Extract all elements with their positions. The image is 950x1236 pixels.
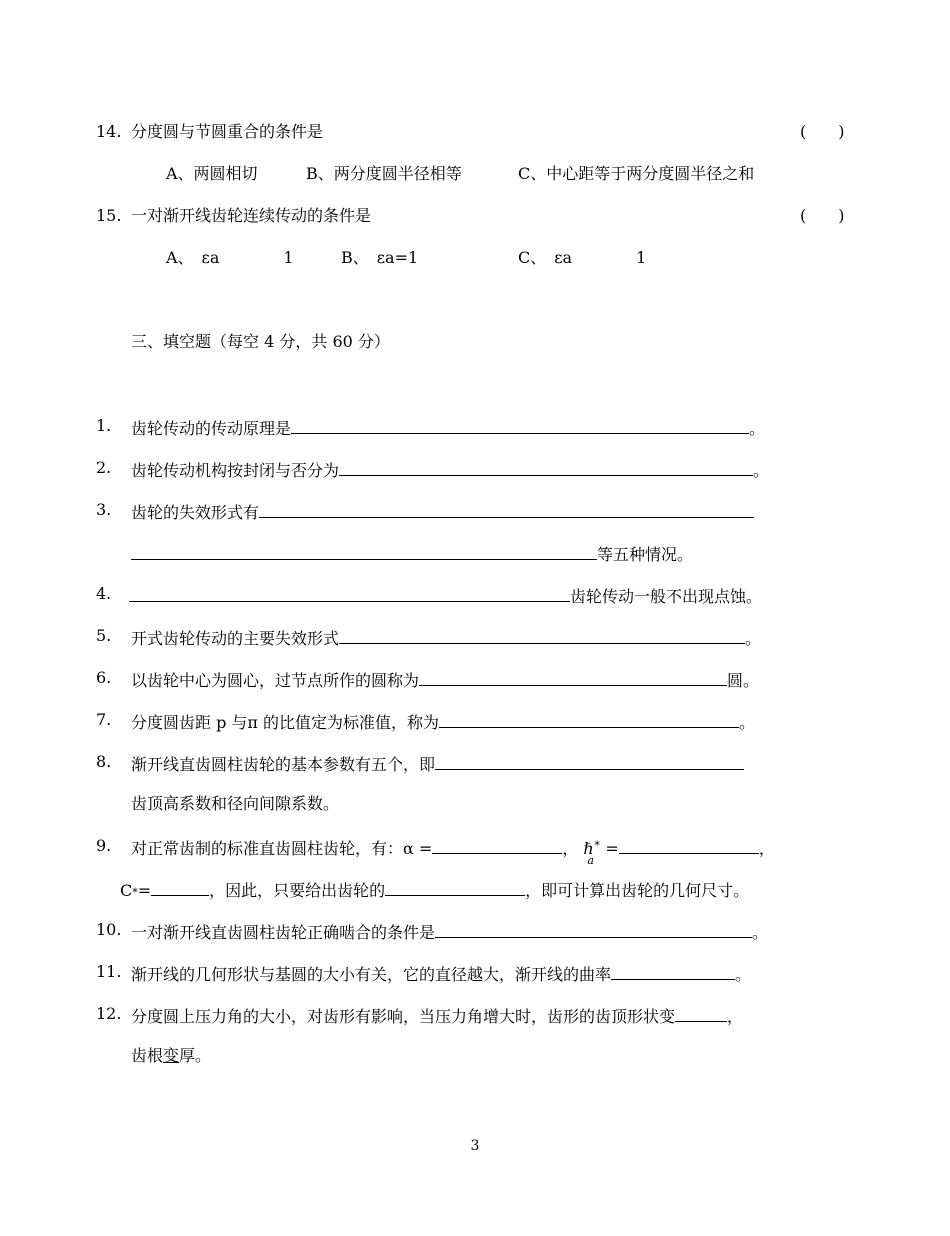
question-text: 渐开线的几何形状与基圆的大小有关，它的直径越大，渐开线的曲率 bbox=[131, 965, 612, 984]
answer-blank[interactable] bbox=[419, 668, 727, 686]
question-text: 齿轮传动的传动原理是 bbox=[131, 419, 292, 438]
option-b: B、两分度圆半径相等 bbox=[306, 164, 462, 183]
question-number: 15. bbox=[96, 206, 122, 225]
question-text: 分度圆齿距 p 与π 的比值定为标准值，称为 bbox=[131, 713, 440, 732]
answer-blank[interactable] bbox=[291, 416, 749, 434]
question-text: 分度圆与节圆重合的条件是 bbox=[131, 122, 324, 141]
question-text: 分度圆上压力角的大小，对齿形有影响，当压力角增大时，齿形的齿顶形状变 bbox=[131, 1007, 676, 1026]
end-punct: 。 bbox=[753, 461, 770, 480]
question-text: 齿轮的失效形式有 bbox=[131, 503, 260, 522]
end-punct: 。 bbox=[749, 419, 766, 438]
option-a: A、两圆相切 bbox=[166, 164, 258, 183]
question-number: 2. bbox=[96, 458, 112, 477]
answer-blank[interactable] bbox=[675, 1004, 727, 1022]
question-number: 4. bbox=[96, 584, 112, 603]
h-star-symbol: ℏ * a bbox=[583, 839, 600, 867]
question-text: 以齿轮中心为圆心，过节点所作的圆称为 bbox=[131, 671, 420, 690]
question-tail: ，即可计算出齿轮的几何尺寸。 bbox=[525, 881, 750, 900]
end-punct: 圆。 bbox=[727, 671, 760, 690]
answer-parentheses: ( ) bbox=[800, 122, 845, 141]
question-number: 6. bbox=[96, 668, 112, 687]
answer-blank[interactable] bbox=[385, 878, 525, 896]
comma: ， bbox=[562, 839, 579, 858]
question-number: 7. bbox=[96, 710, 112, 729]
question-text: 开式齿轮传动的主要失效形式 bbox=[131, 629, 340, 648]
question-number: 14. bbox=[96, 122, 122, 141]
question-number: 10. bbox=[96, 920, 122, 939]
question-text: 渐开线直齿圆柱齿轮的基本参数有五个，即 bbox=[131, 755, 436, 774]
answer-blank[interactable] bbox=[439, 710, 739, 728]
question-number: 11. bbox=[96, 962, 122, 981]
section-title: 三、填空题（每空 4 分，共 60 分） bbox=[131, 332, 390, 351]
end-punct: ， bbox=[727, 1007, 744, 1026]
question-tail: 齿轮传动一般不出现点蚀。 bbox=[570, 587, 763, 606]
question-number: 5. bbox=[96, 626, 112, 645]
answer-blank[interactable] bbox=[131, 542, 597, 560]
answer-blank[interactable] bbox=[339, 626, 745, 644]
end-punct: 。 bbox=[739, 713, 756, 732]
answer-parentheses: ( ) bbox=[800, 206, 845, 225]
answer-blank-alpha[interactable] bbox=[432, 836, 562, 854]
c-star-label: C*= bbox=[120, 881, 152, 900]
end-punct: 。 bbox=[735, 965, 752, 984]
question-text: ，因此，只要给出齿轮的 bbox=[209, 881, 386, 900]
answer-blank[interactable] bbox=[339, 458, 753, 476]
fill-question-12-line2: 齿根变厚。 bbox=[131, 1046, 212, 1065]
end-punct: 。 bbox=[752, 923, 769, 942]
page-number: 3 bbox=[470, 1138, 480, 1154]
answer-blank[interactable] bbox=[435, 752, 744, 770]
option-c: C、 εa 1 bbox=[518, 248, 647, 267]
question-number: 9. bbox=[96, 836, 112, 855]
comma: ， bbox=[758, 839, 775, 858]
question-number: 3. bbox=[96, 500, 112, 519]
question-number: 12. bbox=[96, 1004, 122, 1023]
question-text: 一对渐开线齿轮连续传动的条件是 bbox=[131, 206, 372, 225]
answer-blank[interactable] bbox=[435, 920, 752, 938]
fill-question-8-line2: 齿顶高系数和径向间隙系数。 bbox=[131, 794, 340, 813]
question-text: 齿轮传动机构按封闭与否分为 bbox=[131, 461, 340, 480]
question-text: 一对渐开线直齿圆柱齿轮正确啮合的条件是 bbox=[131, 923, 436, 942]
option-b: B、 εa=1 bbox=[341, 248, 419, 267]
answer-blank[interactable] bbox=[611, 962, 735, 980]
answer-blank-c[interactable] bbox=[151, 878, 209, 896]
question-tail: 等五种情况。 bbox=[597, 545, 694, 564]
end-punct: 。 bbox=[745, 629, 762, 648]
answer-blank[interactable] bbox=[259, 500, 754, 518]
question-number: 8. bbox=[96, 752, 112, 771]
question-text: 对正常齿制的标准直齿圆柱齿轮，有：α = bbox=[131, 839, 433, 858]
answer-blank-ha[interactable] bbox=[619, 836, 759, 854]
option-a: A、 εa 1 bbox=[166, 248, 294, 267]
answer-blank[interactable] bbox=[129, 584, 570, 602]
option-c: C、中心距等于两分度圆半径之和 bbox=[518, 164, 755, 183]
underlined-answer: 变 bbox=[163, 1046, 180, 1065]
question-number: 1. bbox=[96, 416, 112, 435]
